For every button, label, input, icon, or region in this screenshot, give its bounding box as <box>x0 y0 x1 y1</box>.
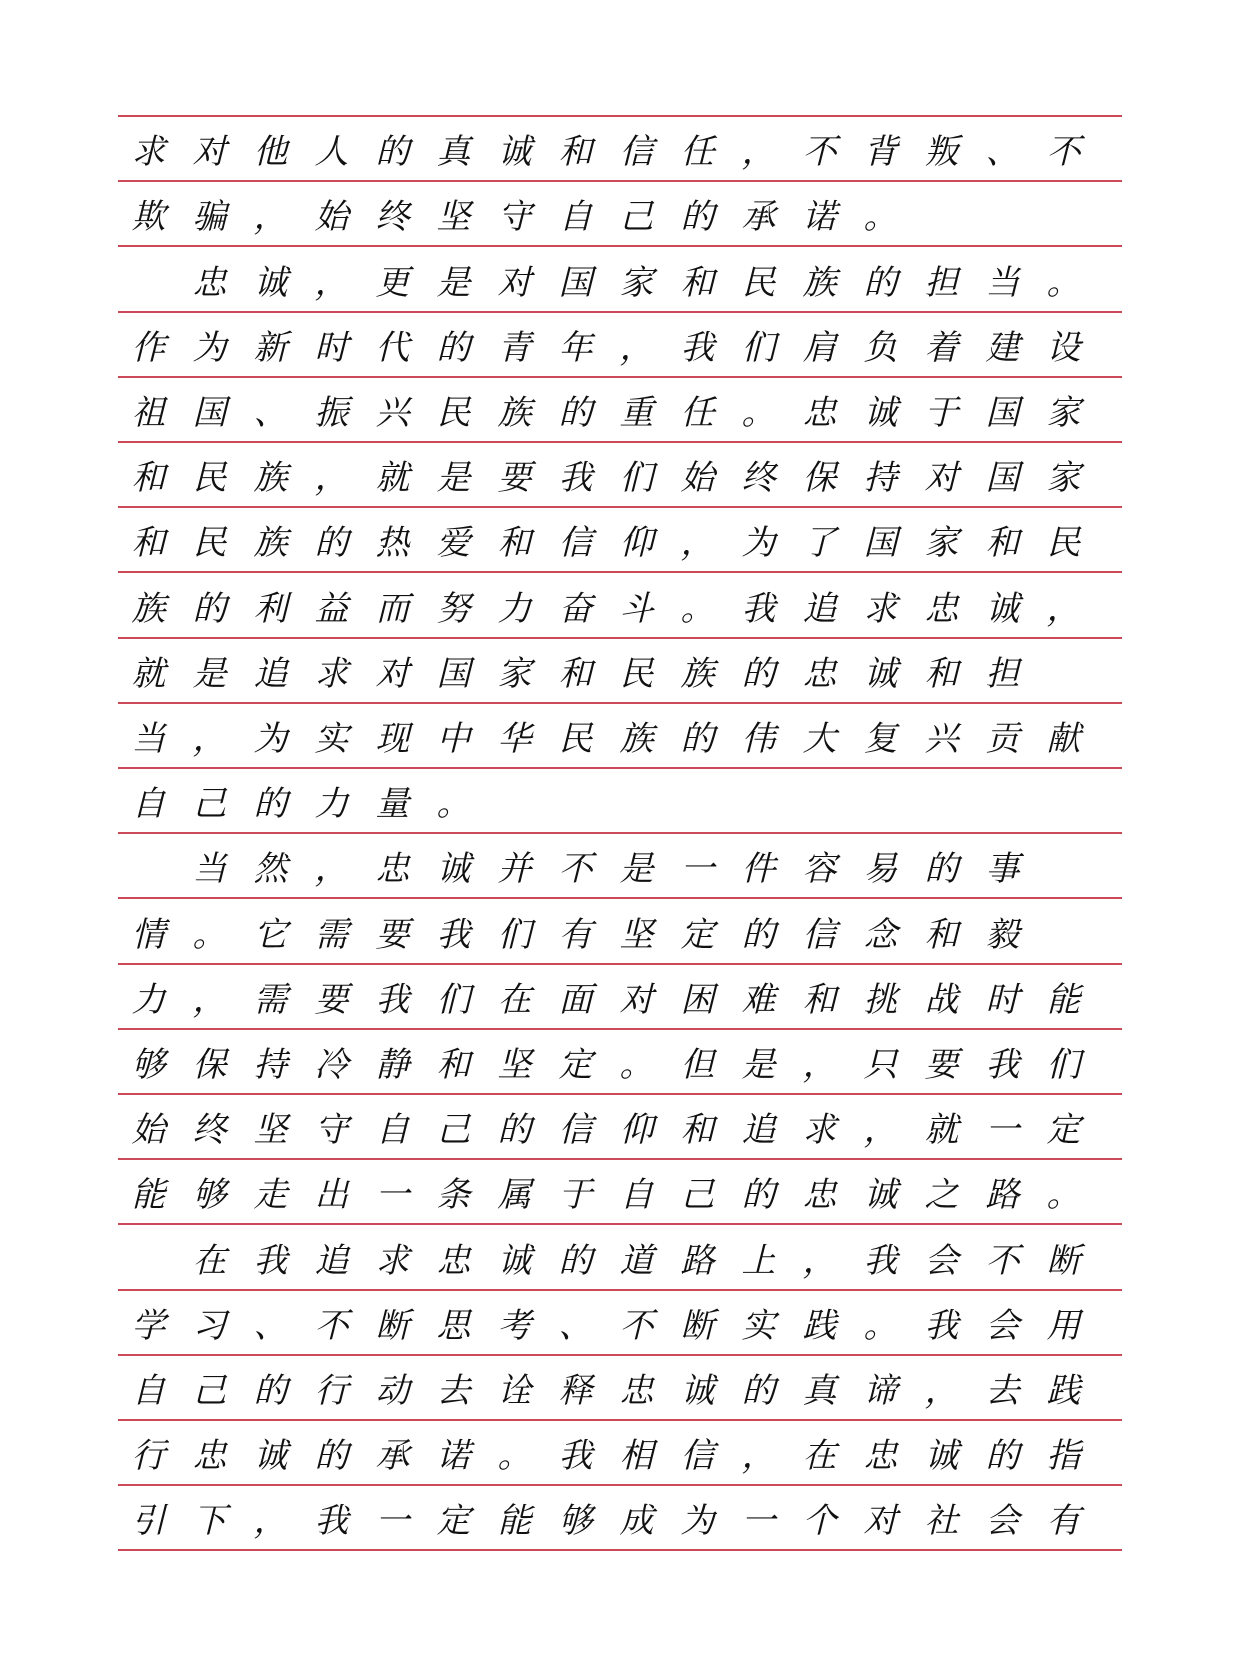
text-line <box>118 841 1122 891</box>
text-line <box>118 1167 1122 1217</box>
text-line <box>118 776 1122 826</box>
ruled-line <box>118 1289 1122 1291</box>
ruled-line <box>118 506 1122 508</box>
line-text: 学 习 、 不 断 思 考 、 不 断 实 践 。 我 会 用 <box>131 1305 1081 1346</box>
text-line <box>118 1298 1122 1348</box>
line-text: 忠 诚 ， 更 是 对 国 家 和 民 族 的 担 当 。 <box>192 262 1081 303</box>
text-line <box>118 450 1122 500</box>
line-text: 族 的 利 益 而 努 力 奋 斗 。 我 追 求 忠 诚 ， <box>131 588 1081 629</box>
line-text: 当 ， 为 实 现 中 华 民 族 的 伟 大 复 兴 贡 献 <box>131 719 1081 759</box>
ruled-line <box>118 702 1122 704</box>
line-text: 欺 骗 ， 始 终 坚 守 自 己 的 承 诺 。 <box>131 197 898 238</box>
text-line <box>118 972 1122 1022</box>
line-text: 自 己 的 行 动 去 诠 释 忠 诚 的 真 谛 ， 去 践 <box>131 1371 1081 1411</box>
ruled-line <box>118 1093 1122 1095</box>
ruled-line <box>118 1419 1122 1421</box>
line-text: 够 保 持 冷 静 和 坚 定 。 但 是 ， 只 要 我 们 <box>131 1045 1081 1085</box>
text-line <box>118 1428 1122 1478</box>
ruled-line <box>118 441 1122 443</box>
text-line <box>118 385 1122 435</box>
ruled-line <box>118 245 1122 247</box>
ruled-line <box>118 767 1122 769</box>
line-text: 始 终 坚 守 自 己 的 信 仰 和 追 求 ， 就 一 定 <box>131 1110 1081 1151</box>
line-text: 能 够 走 出 一 条 属 于 自 己 的 忠 诚 之 路 。 <box>131 1175 1081 1216</box>
ruled-line <box>118 1549 1122 1551</box>
line-text: 祖 国 、 振 兴 民 族 的 重 任 。 忠 诚 于 国 家 <box>131 393 1081 433</box>
line-text: 求 对 他 人 的 真 诚 和 信 任 ， 不 背 叛 、 不 <box>131 132 1081 173</box>
ruled-line <box>118 1223 1122 1225</box>
ruled-line <box>118 1354 1122 1356</box>
ruled-line <box>118 180 1122 182</box>
ruled-line <box>118 1028 1122 1030</box>
text-line <box>118 711 1122 761</box>
line-text: 当 然 ， 忠 诚 并 不 是 一 件 容 易 的 事 <box>192 849 1020 890</box>
text-line <box>118 255 1122 305</box>
line-text: 行 忠 诚 的 承 诺 。 我 相 信 ， 在 忠 诚 的 指 <box>131 1436 1081 1477</box>
ruled-line <box>118 311 1122 313</box>
text-line <box>118 1102 1122 1152</box>
text-line <box>118 515 1122 565</box>
text-line <box>118 581 1122 631</box>
text-line <box>118 320 1122 370</box>
ruled-line <box>118 1484 1122 1486</box>
line-text: 情 。 它 需 要 我 们 有 坚 定 的 信 念 和 毅 <box>131 914 1020 955</box>
line-text: 就 是 追 求 对 国 家 和 民 族 的 忠 诚 和 担 <box>131 653 1020 694</box>
line-text: 在 我 追 求 忠 诚 的 道 路 上 ， 我 会 不 断 <box>192 1240 1081 1281</box>
ruled-line <box>118 897 1122 899</box>
ruled-line <box>118 115 1122 117</box>
text-line <box>118 1363 1122 1413</box>
ruled-line <box>118 832 1122 834</box>
ruled-line <box>118 376 1122 378</box>
ruled-line <box>118 1158 1122 1160</box>
text-line <box>118 1233 1122 1283</box>
text-line <box>118 646 1122 696</box>
line-text: 引 下 ， 我 一 定 能 够 成 为 一 个 对 社 会 有 <box>131 1501 1081 1542</box>
text-line <box>118 189 1122 239</box>
ruled-line <box>118 571 1122 573</box>
ruled-line <box>118 637 1122 639</box>
ruled-line <box>118 963 1122 965</box>
text-line <box>118 124 1122 174</box>
text-line <box>118 907 1122 957</box>
line-text: 自 己 的 力 量 。 <box>131 784 471 825</box>
text-line <box>118 1493 1122 1543</box>
line-text: 和 民 族 ， 就 是 要 我 们 始 终 保 持 对 国 家 <box>131 458 1081 499</box>
line-text: 作 为 新 时 代 的 青 年 ， 我 们 肩 负 着 建 设 <box>131 327 1081 368</box>
line-text: 和 民 族 的 热 爱 和 信 仰 ， 为 了 国 家 和 民 <box>131 523 1081 564</box>
text-line <box>118 1037 1122 1087</box>
line-text: 力 ， 需 要 我 们 在 面 对 困 难 和 挑 战 时 能 <box>131 979 1081 1020</box>
